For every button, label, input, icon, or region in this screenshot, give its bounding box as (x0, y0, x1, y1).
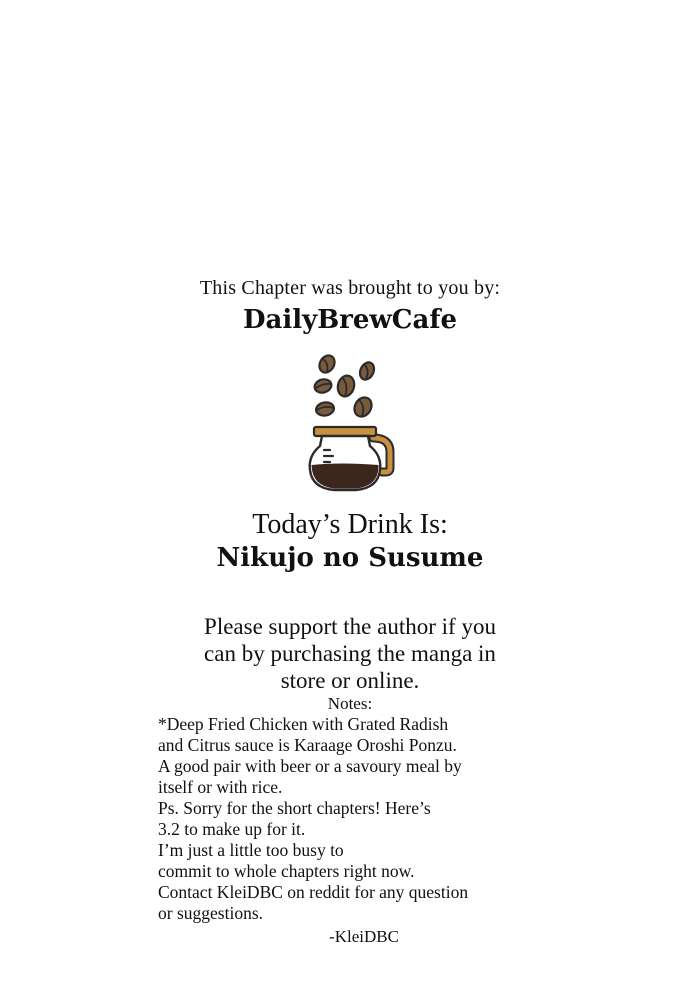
support-line: can by purchasing the manga in (204, 641, 496, 666)
notes-body (158, 714, 558, 924)
credit-group-name: DailyBrewCafe (242, 305, 458, 335)
drink-heading: Today’s Drink Is: (252, 509, 448, 540)
notes-line: 3.2 to make up for it. (158, 819, 306, 839)
notes-line: I’m just a little too busy to (158, 840, 344, 860)
coffee-bean-icon (351, 394, 375, 419)
coffee-bean-icon (315, 401, 335, 417)
notes-line: commit to whole chapters right now. (158, 861, 415, 881)
credit-intro: This Chapter was brought to you by: (199, 277, 501, 299)
notes-line: or suggestions. (158, 903, 263, 923)
notes-line: Ps. Sorry for the short chapters! Here’s (158, 798, 431, 818)
signature: -KleiDBC (329, 927, 399, 946)
coffee-bean-icon (313, 378, 333, 395)
notes-line: A good pair with beer or a savoury meal by (158, 756, 462, 776)
notes-line: Contact KleiDBC on reddit for any question (158, 882, 469, 902)
coffee-beans-and-pot-icon (300, 352, 400, 497)
coffee-bean-icon (357, 360, 376, 382)
support-line: Please support the author if you (204, 614, 496, 639)
coffee-bean-icon (316, 353, 337, 376)
notes-title: Notes: (327, 694, 373, 713)
notes-line: *Deep Fried Chicken with Grated Radish (158, 714, 449, 734)
drink-name: Nikujo no Susume (216, 543, 484, 573)
notes-line: itself or with rice. (158, 777, 283, 797)
support-line: store or online. (280, 668, 420, 693)
notes-line: and Citrus sauce is Karaage Oroshi Ponzu. (158, 735, 457, 755)
support-message (150, 613, 550, 694)
coffee-bean-icon (336, 374, 357, 398)
